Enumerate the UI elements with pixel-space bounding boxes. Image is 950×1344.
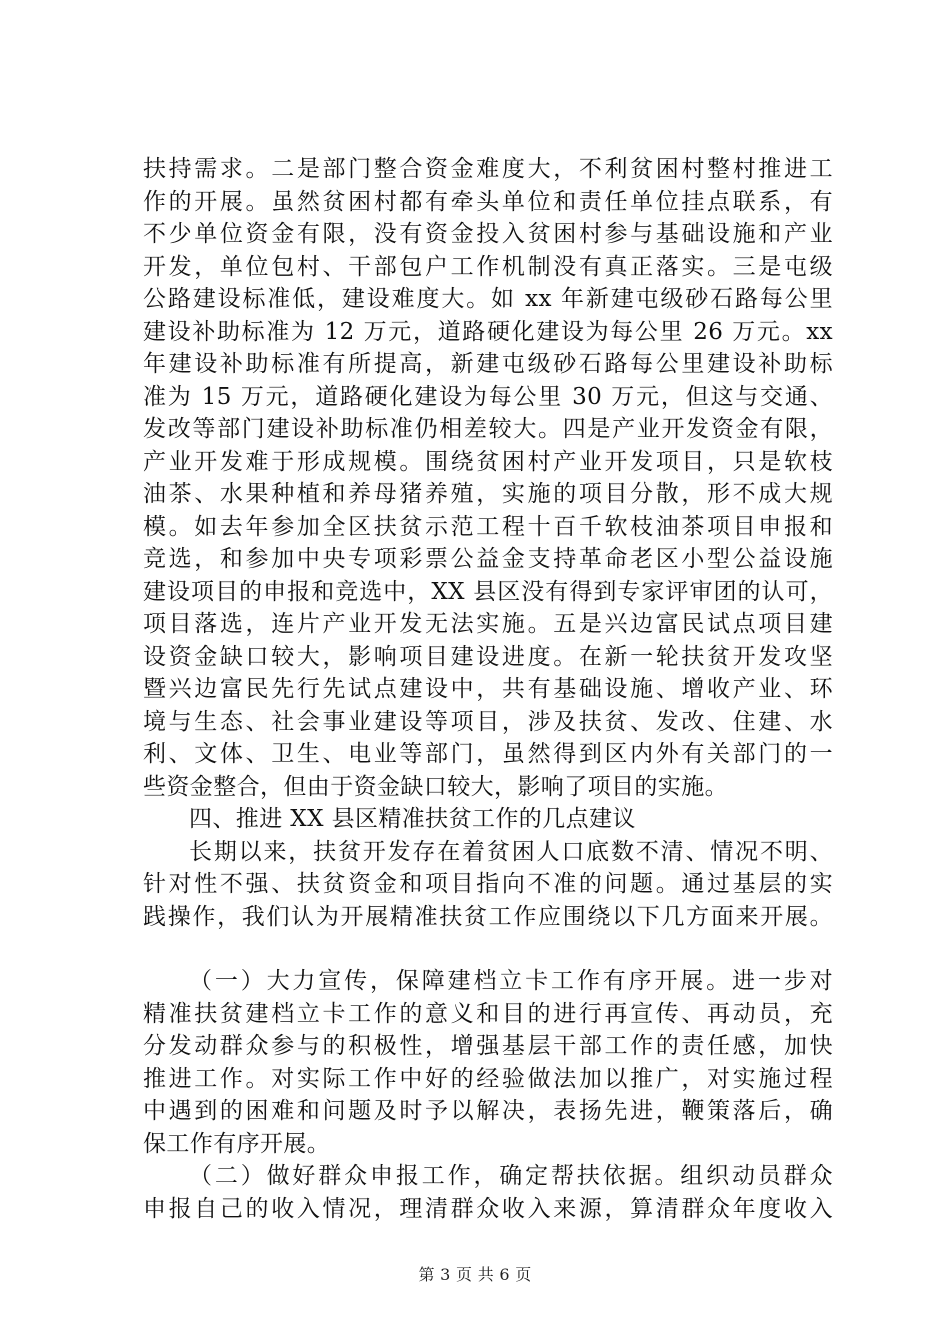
text-line: 不少单位资金有限，没有资金投入贫困村参与基础设施和产业: [143, 221, 833, 247]
text-line: 保工作有序开展。: [143, 1130, 331, 1157]
page-number-footer: 第 3 页 共 6 页: [418, 1265, 532, 1284]
text-line: 境与生态、社会事业建设等项目，涉及扶贫、发改、住建、水: [143, 708, 833, 735]
text-line: 开发，单位包村、干部包户工作机制没有真正落实。三是屯级: [143, 253, 833, 280]
section-heading: 四、推进 XX 县区精准扶贫工作的几点建议: [189, 806, 636, 832]
text-line: 公路建设标准低，建设难度大。如 xx 年新建屯级砂石路每公里: [143, 286, 833, 312]
text-line: 践操作，我们认为开展精准扶贫工作应围绕以下几方面来开展。: [143, 903, 833, 930]
text-line: 准为 15 万元，道路硬化建设为每公里 30 万元，但这与交通、: [143, 383, 833, 410]
text-line: 建设项目的申报和竞选中，XX 县区没有得到专家评审团的认可，: [143, 578, 833, 605]
document-body: [143, 153, 833, 1225]
text-line: 申报自己的收入情况，理清群众收入来源，算清群众年度收入: [143, 1195, 833, 1222]
text-line: 设资金缺口较大，影响项目建设进度。在新一轮扶贫开发攻坚: [143, 643, 833, 670]
paragraph-gap: [143, 933, 833, 965]
text-line: 分发动群众参与的积极性，增强基层干部工作的责任感，加快: [143, 1033, 833, 1059]
text-line: 作的开展。虽然贫困村都有牵头单位和责任单位挂点联系，有: [143, 188, 833, 215]
text-line: （二）做好群众申报工作，确定帮扶依据。组织动员群众: [189, 1163, 833, 1189]
text-line: 年建设补助标准有所提高，新建屯级砂石路每公里建设补助标: [143, 351, 833, 377]
text-line: 扶持需求。二是部门整合资金难度大，不利贫困村整村推进工: [143, 156, 833, 182]
text-line: 精准扶贫建档立卡工作的意义和目的进行再宣传、再动员，充: [143, 1000, 833, 1027]
text-line: （一）大力宣传，保障建档立卡工作有序开展。进一步对: [189, 968, 833, 994]
text-line: 长期以来，扶贫开发存在着贫困人口底数不清、情况不明、: [189, 838, 833, 865]
text-line: 模。如去年参加全区扶贫示范工程十百千软枝油茶项目申报和: [143, 513, 833, 540]
text-line: 竞选，和参加中央专项彩票公益金支持革命老区小型公益设施: [143, 546, 833, 572]
text-line: 中遇到的困难和问题及时予以解决，表扬先进，鞭策落后，确: [143, 1098, 833, 1124]
text-line: 些资金整合，但由于资金缺口较大，影响了项目的实施。: [143, 773, 728, 800]
text-line: 利、文体、卫生、电业等部门，虽然得到区内外有关部门的一: [143, 741, 833, 767]
text-line: 项目落选，连片产业开发无法实施。五是兴边富民试点项目建: [143, 611, 833, 637]
text-line: 暨兴边富民先行先试点建设中，共有基础设施、增收产业、环: [143, 676, 833, 702]
text-line: 针对性不强、扶贫资金和项目指向不准的问题。通过基层的实: [143, 871, 833, 897]
text-line: 建设补助标准为 12 万元，道路硬化建设为每公里 26 万元。xx: [143, 318, 833, 345]
text-line: 发改等部门建设补助标准仍相差较大。四是产业开发资金有限，: [143, 416, 833, 442]
text-line: 油茶、水果种植和养母猪养殖，实施的项目分散，形不成大规: [143, 481, 833, 507]
text-line: 产业开发难于形成规模。围绕贫困村产业开发项目，只是软枝: [143, 448, 833, 475]
text-line: 推进工作。对实际工作中好的经验做法加以推广，对实施过程: [143, 1065, 833, 1092]
